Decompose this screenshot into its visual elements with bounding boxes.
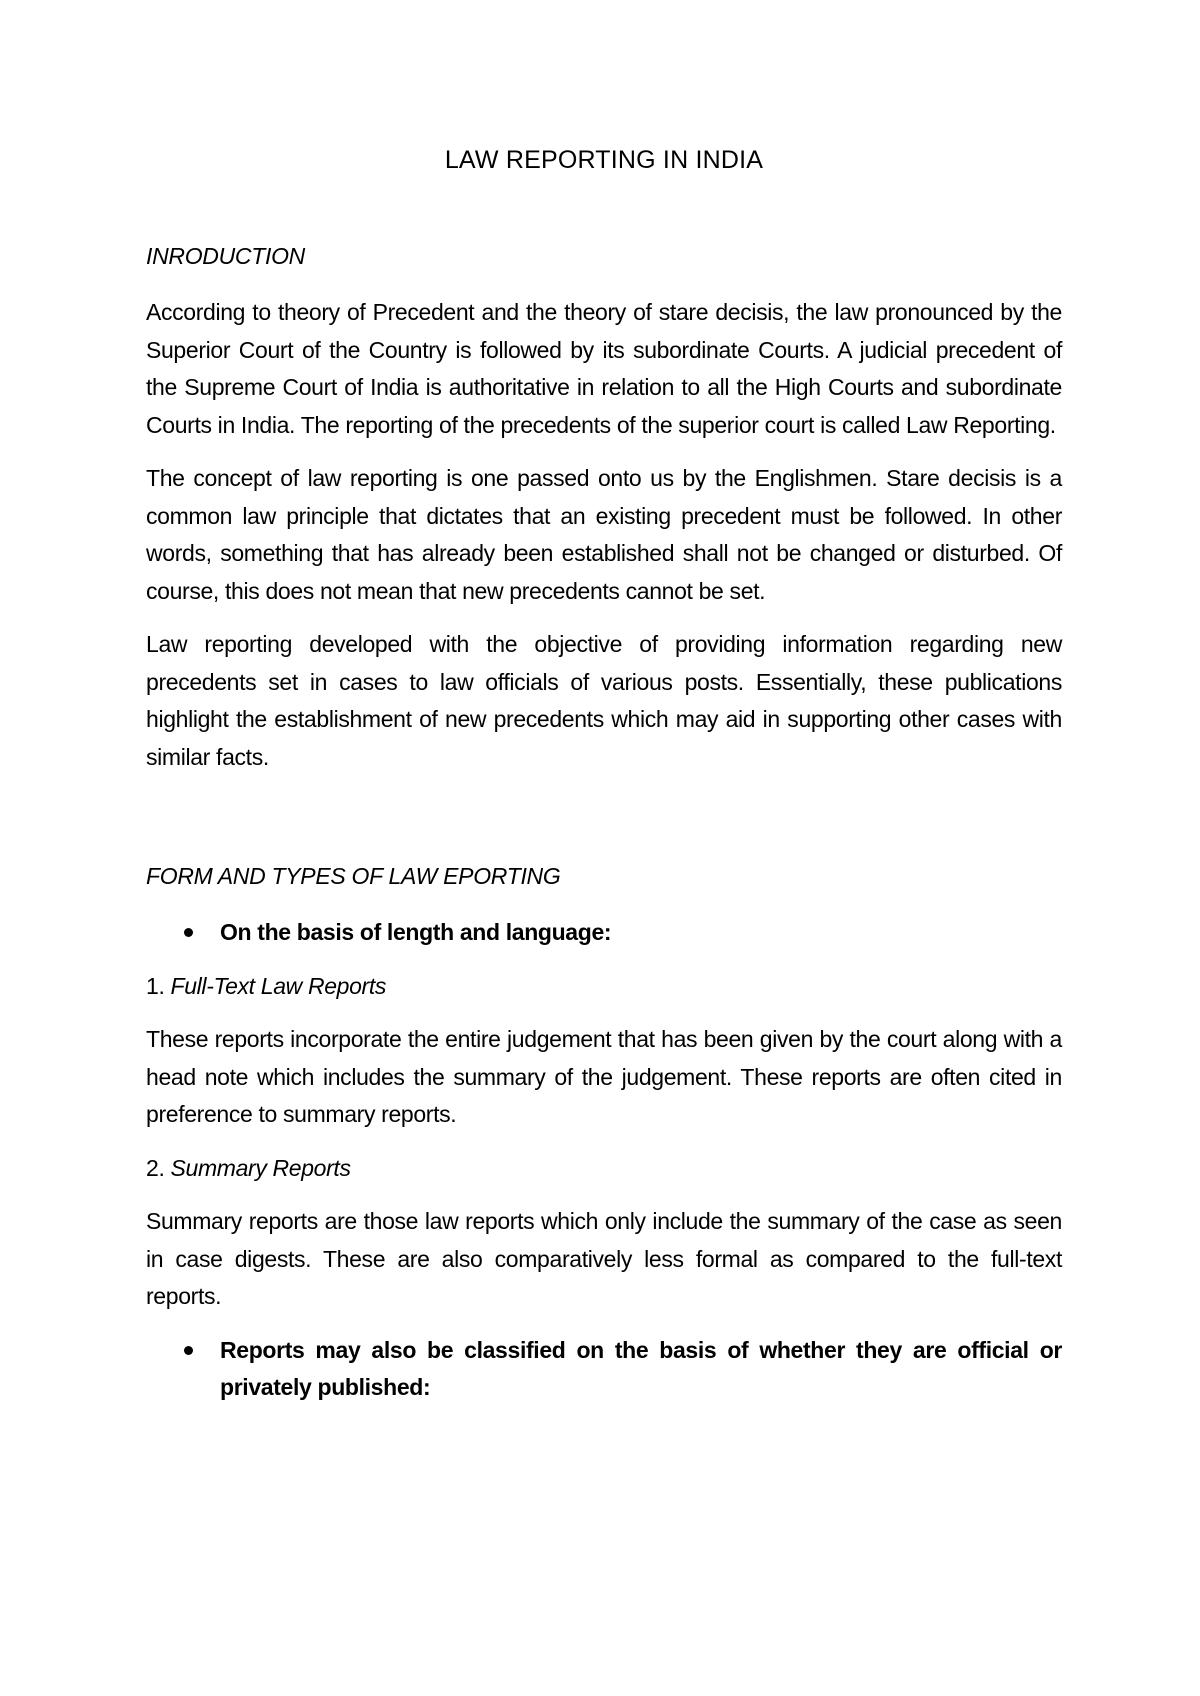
intro-paragraph-3: Law reporting developed with the objective of providing information regarding new precedents set in cases to law officials of various posts. Essentially, these publications highlight the establishment of new precedents which may aid in supporting other cases with similar facts. — [146, 631, 1062, 770]
item-label: Summary Reports — [170, 1154, 351, 1181]
item-label: Full-Text Law Reports — [170, 972, 387, 999]
bullet-dot-icon — [184, 928, 193, 937]
bullet-text: On the basis of length and language: — [220, 919, 612, 945]
item-number: 2. — [146, 1154, 165, 1181]
numbered-heading-full-text — [146, 968, 1062, 1006]
summary-paragraph: Summary reports are those law reports which only include the summary of the case as seen in case digests. These are also comparatively less formal as compared to the full-text reports. — [146, 1208, 1062, 1309]
numbered-heading-summary — [146, 1150, 1062, 1188]
intro-paragraph-1: According to theory of Precedent and the theory of stare decisis, the law pronounced by the Superior Court of the Country is followed by its subordinate Courts. A judicial precedent of the Supreme Court of India is authoritative in relation to all the High Courts and subordinate Courts in India. The reporting of the precedents of the superior court is called Law Reporting. — [146, 299, 1062, 438]
bullet-dot-icon — [184, 1346, 193, 1355]
bullet-official-private — [146, 1332, 1062, 1407]
intro-paragraph-2: The concept of law reporting is one passed onto us by the Englishmen. Stare decisis is a common law principle that dictates that an existing precedent must be followed. In other words, something that has already been established shall not be changed or disturbed. Of course, this does not mean that new precedents cannot be set. — [146, 465, 1062, 604]
introduction-heading: INRODUCTION — [146, 243, 305, 269]
section-spacer — [146, 792, 1062, 858]
bullet-text: Reports may also be classified on the basis of whether they are official or privately published: — [220, 1336, 1062, 1400]
forms-heading: FORM AND TYPES OF LAW EPORTING — [146, 863, 561, 889]
bullet-length-language — [146, 914, 1062, 952]
document-body — [146, 140, 1062, 1423]
full-text-paragraph: These reports incorporate the entire judgement that has been given by the court along with a head note which includes the summary of the judgement. These reports are often cited in preference to summary reports. — [146, 1026, 1062, 1127]
page-title: LAW REPORTING IN INDIA — [444, 146, 764, 174]
item-number: 1. — [146, 972, 165, 999]
